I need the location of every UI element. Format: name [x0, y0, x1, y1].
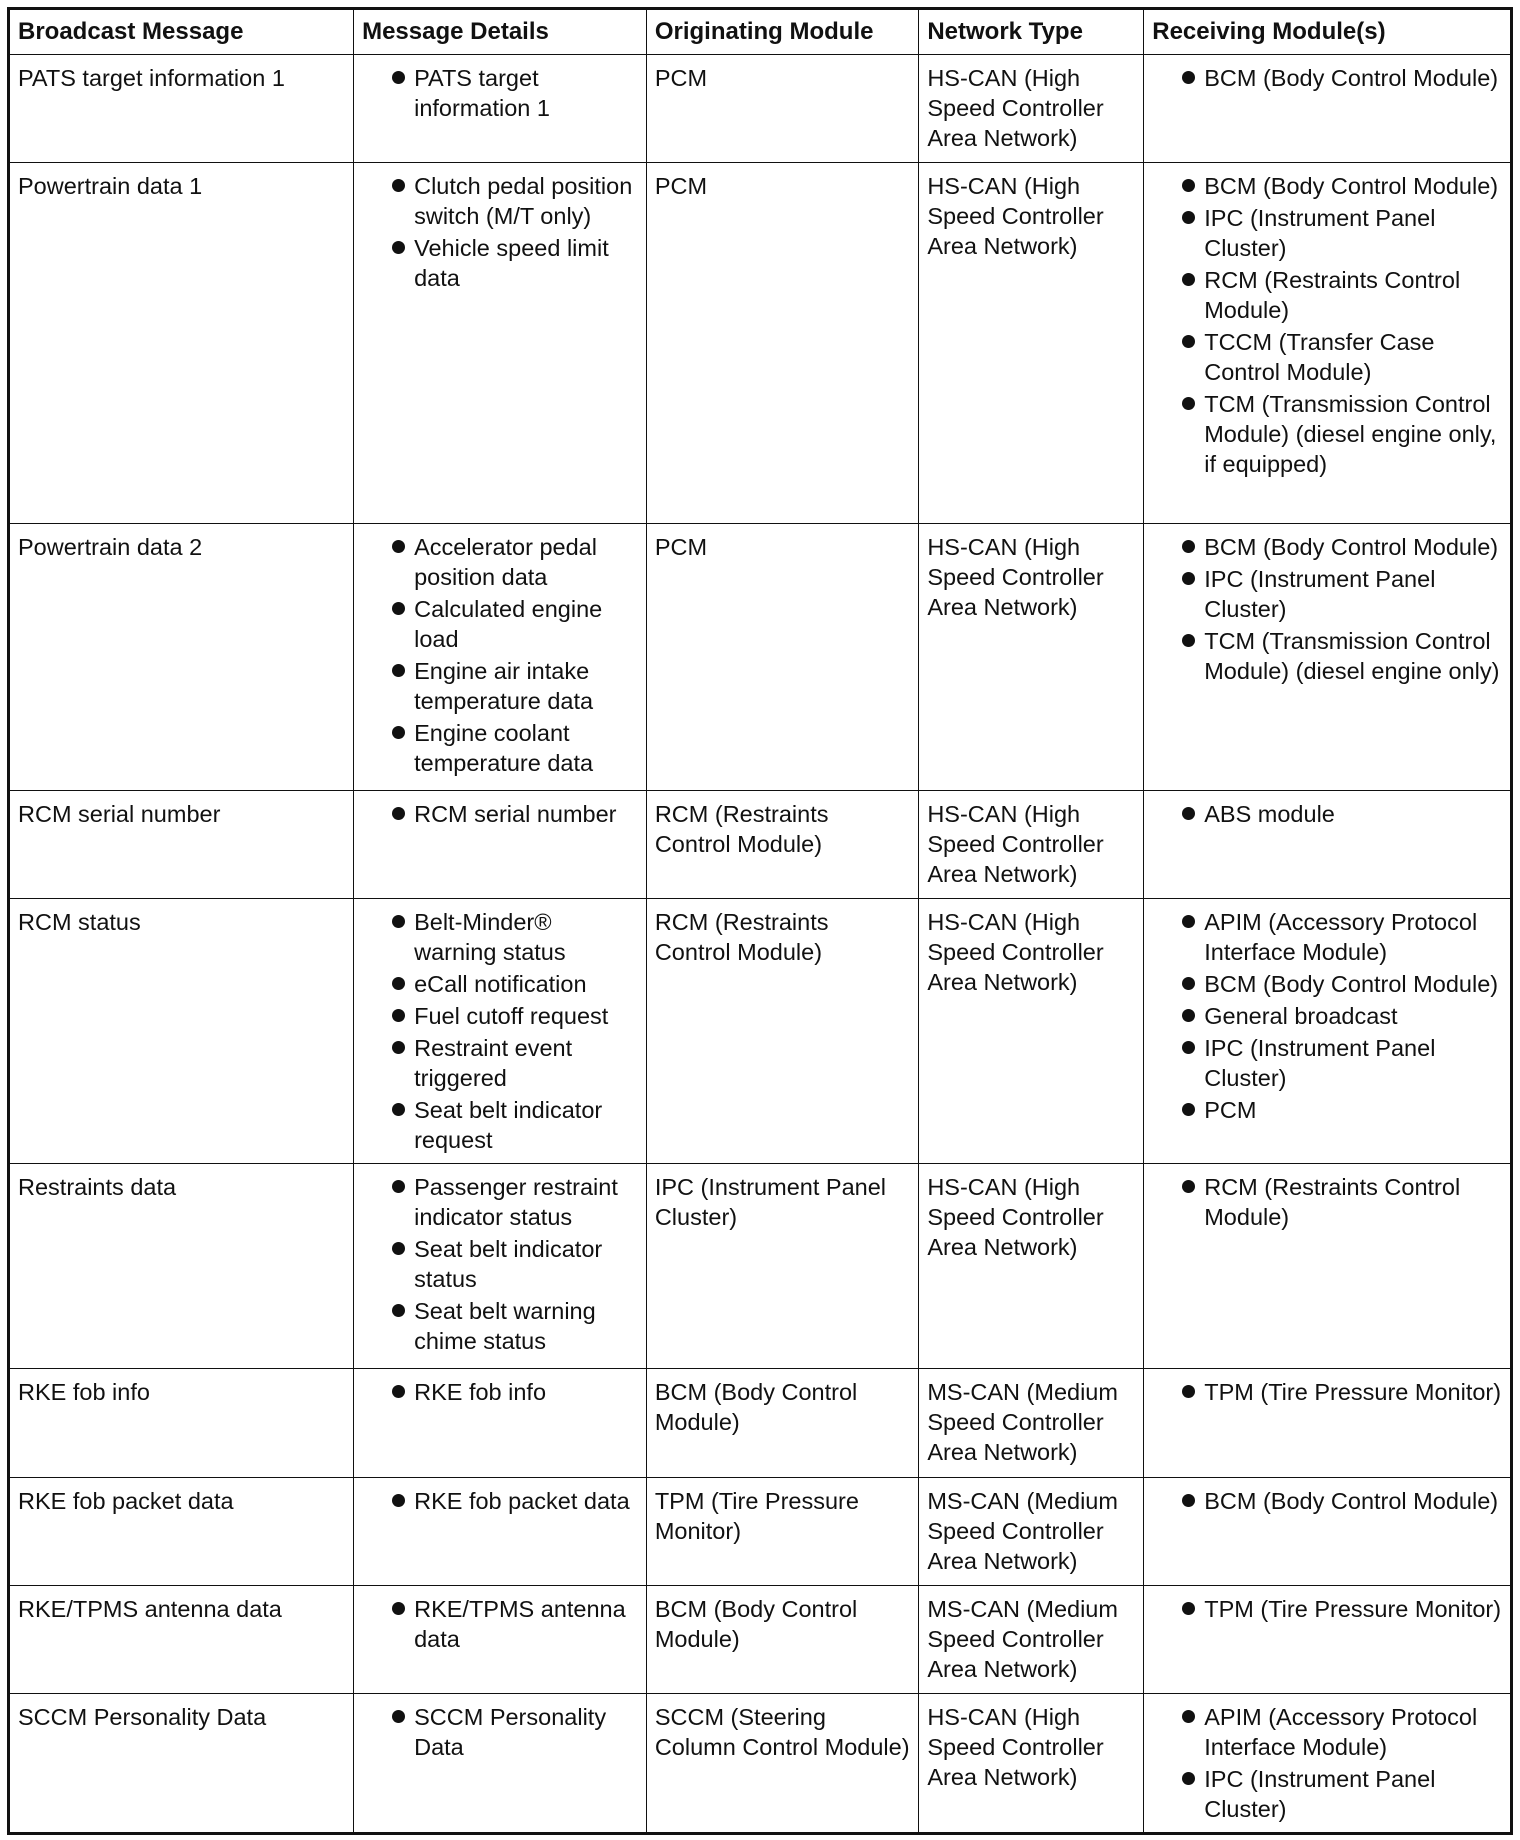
originating-module-cell: SCCM (Steering Column Control Module) [646, 1693, 919, 1833]
network-type-cell: HS-CAN (High Speed Controller Area Network) [919, 790, 1144, 898]
detail-item: Seat belt indicator status [362, 1234, 638, 1294]
network-type-cell: HS-CAN (High Speed Controller Area Network) [919, 1164, 1144, 1369]
receiving-item: TCCM (Transfer Case Control Module) [1152, 327, 1502, 387]
receiving-item: BCM (Body Control Module) [1152, 1486, 1502, 1516]
receiving-modules-cell [1144, 1164, 1512, 1369]
detail-item: eCall notification [362, 969, 638, 999]
message-details-cell [354, 1477, 647, 1585]
table-row [9, 1369, 1512, 1477]
detail-item: PATS target information 1 [362, 63, 638, 123]
table-row [9, 1164, 1512, 1369]
header-row [9, 9, 1512, 55]
network-type-cell: HS-CAN (High Speed Controller Area Network) [919, 55, 1144, 163]
receiving-item: BCM (Body Control Module) [1152, 532, 1502, 562]
broadcast-message-cell: PATS target information 1 [9, 55, 354, 163]
receiving-modules-cell [1144, 163, 1512, 523]
originating-module-cell: PCM [646, 55, 919, 163]
message-details-cell [354, 55, 647, 163]
originating-module-cell: PCM [646, 163, 919, 523]
receiving-item: IPC (Instrument Panel Cluster) [1152, 564, 1502, 624]
receiving-item: PCM [1152, 1095, 1502, 1125]
message-details-cell [354, 163, 647, 523]
receiving-item: BCM (Body Control Module) [1152, 63, 1502, 93]
detail-item: Passenger restraint indicator status [362, 1172, 638, 1232]
message-details-cell [354, 523, 647, 790]
broadcast-message-table [7, 7, 1513, 1835]
table-row [9, 1585, 1512, 1693]
network-type-cell: HS-CAN (High Speed Controller Area Network) [919, 163, 1144, 523]
detail-item: Vehicle speed limit data [362, 233, 638, 293]
receiving-modules-cell [1144, 55, 1512, 163]
receiving-modules-cell [1144, 790, 1512, 898]
detail-item: Restraint event triggered [362, 1033, 638, 1093]
header-network-type: Network Type [919, 9, 1144, 55]
broadcast-message-cell: RCM status [9, 898, 354, 1163]
receiving-item: RCM (Restraints Control Module) [1152, 1172, 1502, 1232]
broadcast-message-cell: RCM serial number [9, 790, 354, 898]
detail-item: Engine air intake temperature data [362, 656, 638, 716]
network-type-cell: MS-CAN (Medium Speed Controller Area Network) [919, 1369, 1144, 1477]
originating-module-cell: RCM (Restraints Control Module) [646, 790, 919, 898]
receiving-item: TPM (Tire Pressure Monitor) [1152, 1377, 1502, 1407]
receiving-item: BCM (Body Control Module) [1152, 969, 1502, 999]
receiving-item: RCM (Restraints Control Module) [1152, 265, 1502, 325]
detail-item: Belt-Minder® warning status [362, 907, 638, 967]
detail-item: Fuel cutoff request [362, 1001, 638, 1031]
receiving-item: IPC (Instrument Panel Cluster) [1152, 1033, 1502, 1093]
detail-item: SCCM Personality Data [362, 1702, 638, 1762]
receiving-modules-cell [1144, 898, 1512, 1163]
receiving-item: BCM (Body Control Module) [1152, 171, 1502, 201]
receiving-item: TCM (Transmission Control Module) (diesel engine only, if equipped) [1152, 389, 1502, 479]
detail-item: RKE fob info [362, 1377, 638, 1407]
receiving-item: IPC (Instrument Panel Cluster) [1152, 203, 1502, 263]
receiving-item: APIM (Accessory Protocol Interface Module) [1152, 907, 1502, 967]
network-type-cell: HS-CAN (High Speed Controller Area Network) [919, 1693, 1144, 1833]
detail-item: Calculated engine load [362, 594, 638, 654]
originating-module-cell: TPM (Tire Pressure Monitor) [646, 1477, 919, 1585]
detail-item: Seat belt warning chime status [362, 1296, 638, 1356]
receiving-modules-cell [1144, 1369, 1512, 1477]
receiving-item: APIM (Accessory Protocol Interface Module) [1152, 1702, 1502, 1762]
broadcast-message-cell: Restraints data [9, 1164, 354, 1369]
originating-module-cell: BCM (Body Control Module) [646, 1585, 919, 1693]
network-type-cell: HS-CAN (High Speed Controller Area Network) [919, 523, 1144, 790]
table-row [9, 55, 1512, 163]
message-details-cell [354, 1585, 647, 1693]
network-type-cell: MS-CAN (Medium Speed Controller Area Network) [919, 1477, 1144, 1585]
message-details-cell [354, 1369, 647, 1477]
receiving-item: IPC (Instrument Panel Cluster) [1152, 1764, 1502, 1824]
broadcast-message-cell: RKE fob packet data [9, 1477, 354, 1585]
detail-item: Seat belt indicator request [362, 1095, 638, 1155]
receiving-modules-cell [1144, 1477, 1512, 1585]
receiving-item: TPM (Tire Pressure Monitor) [1152, 1594, 1502, 1624]
broadcast-message-cell: Powertrain data 1 [9, 163, 354, 523]
broadcast-message-cell: RKE/TPMS antenna data [9, 1585, 354, 1693]
broadcast-message-cell: Powertrain data 2 [9, 523, 354, 790]
originating-module-cell: RCM (Restraints Control Module) [646, 898, 919, 1163]
broadcast-message-cell: SCCM Personality Data [9, 1693, 354, 1833]
header-originating-module: Originating Module [646, 9, 919, 55]
detail-item: Accelerator pedal position data [362, 532, 638, 592]
receiving-modules-cell [1144, 1585, 1512, 1693]
originating-module-cell: IPC (Instrument Panel Cluster) [646, 1164, 919, 1369]
detail-item: RKE fob packet data [362, 1486, 638, 1516]
header-broadcast-message: Broadcast Message [9, 9, 354, 55]
broadcast-message-cell: RKE fob info [9, 1369, 354, 1477]
table-row [9, 1477, 1512, 1585]
table-row [9, 1693, 1512, 1833]
message-details-cell [354, 898, 647, 1163]
detail-item: RKE/TPMS antenna data [362, 1594, 638, 1654]
receiving-modules-cell [1144, 1693, 1512, 1833]
receiving-item: TCM (Transmission Control Module) (diesel engine only) [1152, 626, 1502, 686]
network-type-cell: HS-CAN (High Speed Controller Area Network) [919, 898, 1144, 1163]
receiving-modules-cell [1144, 523, 1512, 790]
header-receiving-modules: Receiving Module(s) [1144, 9, 1512, 55]
message-details-cell [354, 790, 647, 898]
originating-module-cell: PCM [646, 523, 919, 790]
table-row [9, 790, 1512, 898]
message-details-cell [354, 1164, 647, 1369]
header-message-details: Message Details [354, 9, 647, 55]
table-row [9, 523, 1512, 790]
detail-item: RCM serial number [362, 799, 638, 829]
network-type-cell: MS-CAN (Medium Speed Controller Area Network) [919, 1585, 1144, 1693]
table-row [9, 163, 1512, 523]
receiving-item: General broadcast [1152, 1001, 1502, 1031]
table-row [9, 898, 1512, 1163]
originating-module-cell: BCM (Body Control Module) [646, 1369, 919, 1477]
detail-item: Clutch pedal position switch (M/T only) [362, 171, 638, 231]
detail-item: Engine coolant temperature data [362, 718, 638, 778]
message-details-cell [354, 1693, 647, 1833]
receiving-item: ABS module [1152, 799, 1502, 829]
